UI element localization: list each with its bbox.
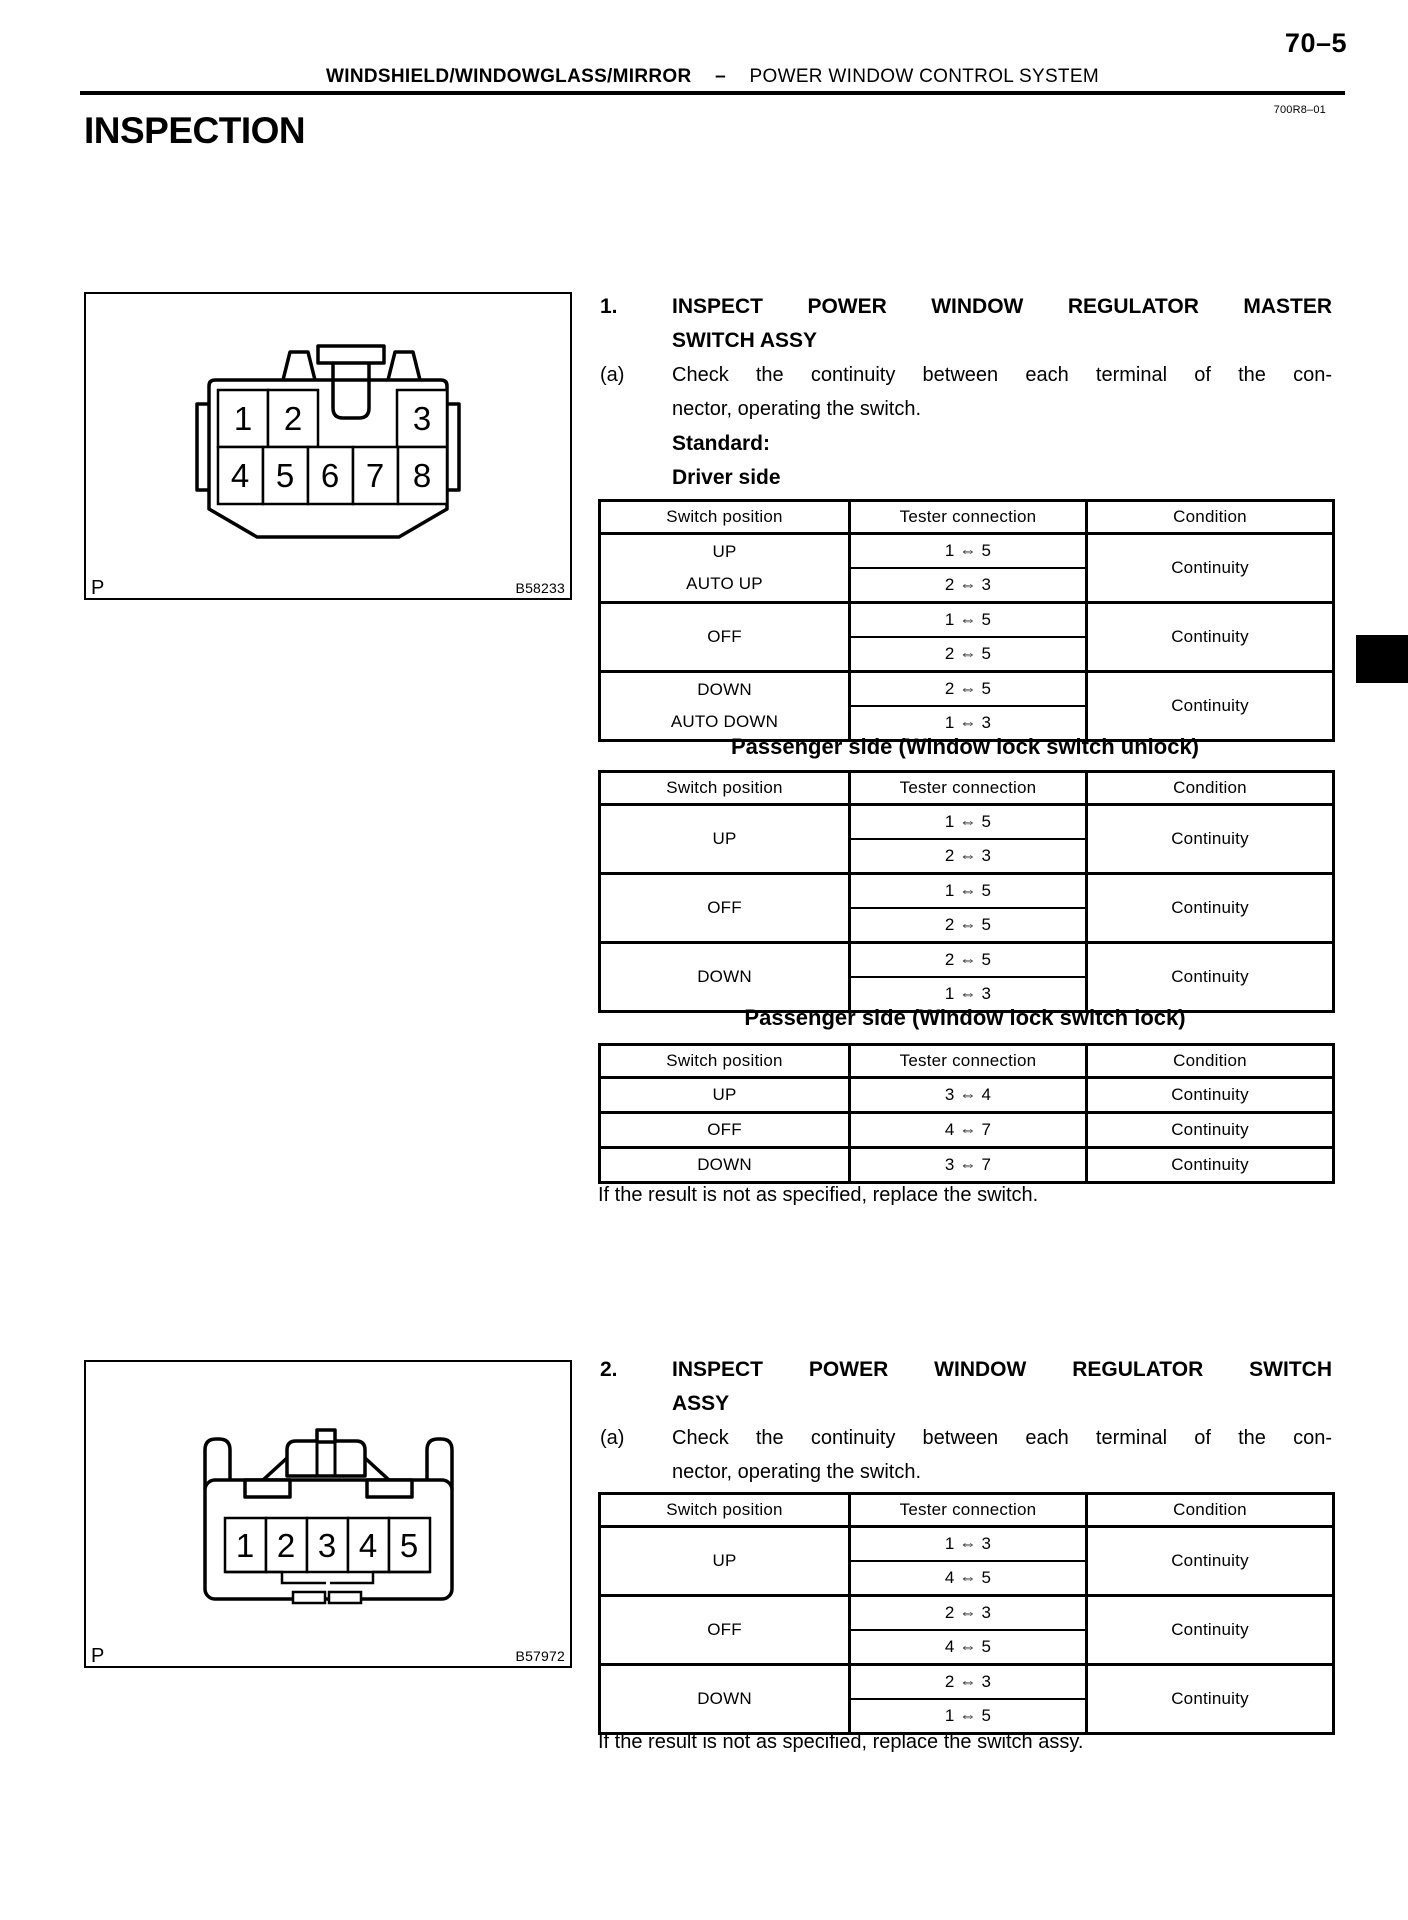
col-header-switch-position: Switch position xyxy=(600,501,850,534)
cell-tester-connection: 3 ⇔ 7 xyxy=(850,1148,1087,1183)
figure-master-switch-connector xyxy=(84,292,572,600)
cell-tester-connection: 1 ⇔ 3 xyxy=(850,706,1087,741)
cell-switch-position: DOWN AUTO DOWN xyxy=(600,672,850,741)
section-title-line: SWITCH ASSY xyxy=(672,329,818,352)
unlock-table-caption: Passenger side (Window lock switch unlock) xyxy=(730,734,1199,759)
pin-number: 5 xyxy=(275,457,295,494)
pin-number: 6 xyxy=(320,457,340,494)
cell-switch-position: OFF xyxy=(600,1596,850,1665)
running-header xyxy=(80,66,1345,88)
cell-condition: Continuity xyxy=(1087,943,1334,1012)
section-2-result-note: If the result is not as specified, replace the switch assy. xyxy=(598,1731,1084,1753)
cell-tester-connection: 1 ⇔ 3 xyxy=(850,977,1087,1012)
cell-tester-connection: 1 ⇔ 5 xyxy=(850,534,1087,569)
pin-number: 4 xyxy=(358,1527,378,1564)
section-2-step-a xyxy=(598,1421,1332,1489)
section-title-line: INSPECT POWER WINDOW REGULATOR SWITCH xyxy=(672,1358,1332,1381)
page-edge-tab xyxy=(1356,635,1408,683)
cell-condition: Continuity xyxy=(1087,672,1334,741)
col-header-tester-connection: Tester connection xyxy=(850,1494,1087,1527)
figure-corner-label: P xyxy=(91,577,105,599)
cell-tester-connection: 2 ⇔ 3 xyxy=(850,839,1087,874)
driver-side-caption-row xyxy=(598,461,1332,494)
cell-tester-connection: 2 ⇔ 3 xyxy=(850,1665,1087,1700)
col-header-condition: Condition xyxy=(1087,1494,1334,1527)
figure-code: B57972 xyxy=(515,1648,565,1664)
standard-label: Standard: xyxy=(672,432,771,455)
cell-condition: Continuity xyxy=(1087,874,1334,943)
section-1-heading xyxy=(598,290,1332,358)
page-title: INSPECTION xyxy=(84,110,306,151)
cell-condition: Continuity xyxy=(1087,1113,1334,1148)
cell-switch-position: UP xyxy=(600,1527,850,1596)
step-text-line: Check the continuity between each terminal of the con- xyxy=(672,364,1332,386)
cell-tester-connection: 3 ⇔ 4 xyxy=(850,1078,1087,1113)
lock-table-caption: Passenger side (Window lock switch lock) xyxy=(744,1005,1186,1030)
cell-tester-connection: 1 ⇔ 5 xyxy=(850,1699,1087,1734)
cell-tester-connection: 2 ⇔ 3 xyxy=(850,1596,1087,1631)
passenger-lock-table xyxy=(598,1043,1335,1184)
cell-switch-position: UP xyxy=(600,805,850,874)
cell-condition: Continuity xyxy=(1087,603,1334,672)
cell-tester-connection: 4 ⇔ 7 xyxy=(850,1113,1087,1148)
driver-side-caption: Driver side xyxy=(672,466,781,489)
standard-label-row xyxy=(598,427,1332,460)
cell-tester-connection: 4 ⇔ 5 xyxy=(850,1561,1087,1596)
col-header-tester-connection: Tester connection xyxy=(850,501,1087,534)
cell-condition: Continuity xyxy=(1087,534,1334,603)
pin-number: 3 xyxy=(317,1527,337,1564)
cell-condition: Continuity xyxy=(1087,1148,1334,1183)
pin-number: 4 xyxy=(230,457,250,494)
cell-tester-connection: 1 ⇔ 5 xyxy=(850,874,1087,909)
section-number: 1. xyxy=(600,295,618,318)
cell-switch-position: UP AUTO UP xyxy=(600,534,850,603)
cell-switch-position: OFF xyxy=(600,1113,850,1148)
figure-corner-label: P xyxy=(91,1645,105,1667)
cell-condition: Continuity xyxy=(1087,1527,1334,1596)
step-text-line: nector, operating the switch. xyxy=(672,398,922,420)
step-text-line: Check the continuity between each terminal of the con- xyxy=(672,1427,1332,1449)
cell-condition: Continuity xyxy=(1087,1596,1334,1665)
section-title-line: INSPECT POWER WINDOW REGULATOR MASTER xyxy=(672,295,1332,318)
step-label: (a) xyxy=(600,364,625,386)
cell-tester-connection: 2 ⇔ 5 xyxy=(850,908,1087,943)
regulator-switch-table xyxy=(598,1492,1335,1735)
section-2-heading xyxy=(598,1353,1332,1421)
pin-number: 1 xyxy=(233,400,253,437)
col-header-tester-connection: Tester connection xyxy=(850,772,1087,805)
cell-condition: Continuity xyxy=(1087,805,1334,874)
cell-tester-connection: 2 ⇔ 3 xyxy=(850,568,1087,603)
col-header-condition: Condition xyxy=(1087,772,1334,805)
cell-tester-connection: 2 ⇔ 5 xyxy=(850,943,1087,978)
pin-number: 7 xyxy=(365,457,385,494)
connector-8pin-diagram-icon xyxy=(86,294,570,598)
step-text-line: nector, operating the switch. xyxy=(672,1461,922,1483)
pin-number: 8 xyxy=(412,457,432,494)
pin-number: 2 xyxy=(276,1527,296,1564)
cell-switch-position: DOWN xyxy=(600,943,850,1012)
cell-switch-position: OFF xyxy=(600,874,850,943)
cell-tester-connection: 1 ⇔ 3 xyxy=(850,1527,1087,1562)
pin-number: 5 xyxy=(399,1527,419,1564)
section-1-step-a xyxy=(598,358,1332,426)
cell-tester-connection: 1 ⇔ 5 xyxy=(850,805,1087,840)
passenger-unlock-table xyxy=(598,770,1335,1013)
cell-switch-position: DOWN xyxy=(600,1148,850,1183)
cell-condition: Continuity xyxy=(1087,1665,1334,1734)
section-title-line: ASSY xyxy=(672,1392,730,1415)
cell-switch-position: DOWN xyxy=(600,1665,850,1734)
running-header-separator: – xyxy=(715,66,726,87)
section-1-result-note: If the result is not as specified, replace the switch. xyxy=(598,1184,1039,1206)
col-header-switch-position: Switch position xyxy=(600,1045,850,1078)
figure-regulator-switch-connector xyxy=(84,1360,572,1668)
cell-tester-connection: 2 ⇔ 5 xyxy=(850,672,1087,707)
col-header-condition: Condition xyxy=(1087,501,1334,534)
figure-code: B58233 xyxy=(515,580,565,596)
header-rule xyxy=(80,91,1345,95)
cell-switch-position: OFF xyxy=(600,603,850,672)
cell-tester-connection: 1 ⇔ 5 xyxy=(850,603,1087,638)
step-label: (a) xyxy=(600,1427,625,1449)
driver-side-table xyxy=(598,499,1335,742)
page-number: 70–5 xyxy=(1284,28,1347,58)
col-header-switch-position: Switch position xyxy=(600,1494,850,1527)
pin-number: 2 xyxy=(283,400,303,437)
pin-number: 1 xyxy=(235,1527,255,1564)
cell-condition: Continuity xyxy=(1087,1078,1334,1113)
col-header-switch-position: Switch position xyxy=(600,772,850,805)
running-header-section: WINDSHIELD/WINDOWGLASS/MIRROR xyxy=(326,66,692,87)
cell-switch-position: UP xyxy=(600,1078,850,1113)
section-number: 2. xyxy=(600,1358,618,1381)
connector-5pin-diagram-icon xyxy=(86,1362,570,1666)
col-header-tester-connection: Tester connection xyxy=(850,1045,1087,1078)
document-code: 700R8–01 xyxy=(1273,104,1326,116)
col-header-condition: Condition xyxy=(1087,1045,1334,1078)
pin-number: 3 xyxy=(412,400,432,437)
running-header-topic: POWER WINDOW CONTROL SYSTEM xyxy=(749,66,1099,87)
cell-tester-connection: 4 ⇔ 5 xyxy=(850,1630,1087,1665)
cell-tester-connection: 2 ⇔ 5 xyxy=(850,637,1087,672)
